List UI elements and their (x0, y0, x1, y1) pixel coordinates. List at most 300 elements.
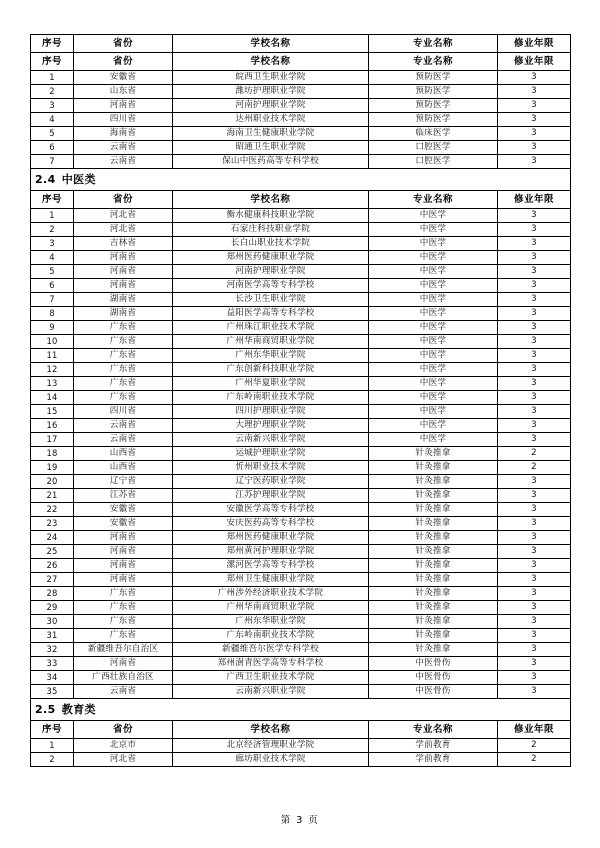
header-cell-index: 序号 (31, 53, 74, 71)
cell-index: 1 (31, 739, 74, 753)
cell-index: 18 (31, 447, 74, 461)
cell-school: 广州华南商贸职业学院 (173, 601, 369, 615)
cell-school: 漯河医学高等专科学校 (173, 559, 369, 573)
cell-province: 海南省 (74, 127, 173, 141)
cell-index: 9 (31, 321, 74, 335)
cell-index: 15 (31, 405, 74, 419)
cell-province: 广东省 (74, 349, 173, 363)
cell-years: 3 (498, 85, 571, 99)
header-cell-school: 学校名称 (173, 721, 369, 739)
cell-province: 河南省 (74, 251, 173, 265)
cell-major: 预防医学 (369, 113, 498, 127)
header-cell-index: 序号 (31, 191, 74, 209)
cell-province: 广东省 (74, 377, 173, 391)
cell-years: 3 (498, 643, 571, 657)
cell-major: 中医骨伤 (369, 657, 498, 671)
cell-major: 中医学 (369, 293, 498, 307)
cell-index: 14 (31, 391, 74, 405)
cell-index: 1 (31, 71, 74, 85)
cell-major: 针灸推拿 (369, 517, 498, 531)
cell-major: 针灸推拿 (369, 503, 498, 517)
cell-index: 22 (31, 503, 74, 517)
cell-school: 潍坊护理职业学院 (173, 85, 369, 99)
cell-index: 12 (31, 363, 74, 377)
cell-province: 河南省 (74, 99, 173, 113)
cell-school: 广州珠江职业技术学院 (173, 321, 369, 335)
table-row (31, 155, 571, 169)
cell-index: 5 (31, 127, 74, 141)
cell-index: 19 (31, 461, 74, 475)
cell-years: 3 (498, 615, 571, 629)
header-cell-province: 省份 (74, 191, 173, 209)
cell-index: 1 (31, 209, 74, 223)
cell-index: 2 (31, 85, 74, 99)
cell-index: 32 (31, 643, 74, 657)
cell-years: 3 (498, 265, 571, 279)
section-heading (31, 699, 571, 721)
cell-province: 安徽省 (74, 503, 173, 517)
cell-years: 3 (498, 517, 571, 531)
cell-province: 河南省 (74, 657, 173, 671)
cell-major: 中医学 (369, 405, 498, 419)
cell-index: 3 (31, 237, 74, 251)
cell-years: 3 (498, 657, 571, 671)
cell-school: 广东创新科技职业学院 (173, 363, 369, 377)
table-row (31, 601, 571, 615)
cell-province: 河北省 (74, 753, 173, 767)
cell-school: 广州东华职业学院 (173, 615, 369, 629)
cell-major: 针灸推拿 (369, 489, 498, 503)
cell-school: 广州华夏职业学院 (173, 377, 369, 391)
cell-major: 预防医学 (369, 85, 498, 99)
cell-index: 2 (31, 223, 74, 237)
table-row (31, 377, 571, 391)
cell-school: 石家庄科技职业学院 (173, 223, 369, 237)
cell-index: 11 (31, 349, 74, 363)
cell-years: 3 (498, 391, 571, 405)
cell-school: 广州涉外经济职业技术学院 (173, 587, 369, 601)
cell-major: 中医学 (369, 391, 498, 405)
cell-major: 中医学 (369, 307, 498, 321)
cell-index: 8 (31, 307, 74, 321)
cell-major: 针灸推拿 (369, 629, 498, 643)
cell-school: 广西卫生职业技术学院 (173, 671, 369, 685)
table-row (31, 517, 571, 531)
cell-major: 临床医学 (369, 127, 498, 141)
cell-school: 安庆医药高等专科学校 (173, 517, 369, 531)
table-row (31, 503, 571, 517)
section-title: 中医类 (61, 173, 96, 186)
table-row (31, 433, 571, 447)
cell-school: 河南医学高等专科学校 (173, 279, 369, 293)
cell-index: 4 (31, 251, 74, 265)
cell-school: 廊坊职业技术学院 (173, 753, 369, 767)
cell-years: 3 (498, 349, 571, 363)
cell-index: 20 (31, 475, 74, 489)
header-cell-major: 专业名称 (369, 721, 498, 739)
cell-major: 中医学 (369, 209, 498, 223)
cell-years: 3 (498, 559, 571, 573)
cell-province: 安徽省 (74, 517, 173, 531)
cell-years: 3 (498, 279, 571, 293)
cell-years: 3 (498, 363, 571, 377)
cell-years: 3 (498, 113, 571, 127)
cell-years: 3 (498, 99, 571, 113)
cell-years: 3 (498, 71, 571, 85)
cell-years: 3 (498, 335, 571, 349)
cell-province: 北京市 (74, 739, 173, 753)
cell-index: 16 (31, 419, 74, 433)
table-row (31, 223, 571, 237)
table-row (31, 113, 571, 127)
cell-school: 郑州医药健康职业学院 (173, 531, 369, 545)
cell-province: 广东省 (74, 335, 173, 349)
cell-major: 中医学 (369, 335, 498, 349)
table-header-row (31, 721, 571, 739)
cell-school: 长白山职业技术学院 (173, 237, 369, 251)
table-row (31, 85, 571, 99)
cell-school: 河南护理职业学院 (173, 265, 369, 279)
cell-major: 中医骨伤 (369, 671, 498, 685)
cell-major: 中医学 (369, 265, 498, 279)
cell-province: 新疆维吾尔自治区 (74, 643, 173, 657)
cell-index: 34 (31, 671, 74, 685)
table-row (31, 335, 571, 349)
cell-province: 四川省 (74, 405, 173, 419)
cell-index: 7 (31, 155, 74, 169)
cell-index: 31 (31, 629, 74, 643)
header-cell-province: 省份 (74, 721, 173, 739)
cell-index: 21 (31, 489, 74, 503)
cell-school: 忻州职业技术学院 (173, 461, 369, 475)
header-cell-index: 序号 (31, 35, 74, 53)
table-row (31, 391, 571, 405)
cell-years: 3 (498, 489, 571, 503)
table-row (31, 531, 571, 545)
cell-province: 四川省 (74, 113, 173, 127)
header-cell-province: 省份 (74, 53, 173, 71)
cell-major: 口腔医学 (369, 155, 498, 169)
table-row (31, 307, 571, 321)
cell-index: 30 (31, 615, 74, 629)
cell-school: 衡水健康科技职业学院 (173, 209, 369, 223)
cell-major: 针灸推拿 (369, 531, 498, 545)
cell-school: 北京经济管理职业学院 (173, 739, 369, 753)
cell-province: 湖南省 (74, 293, 173, 307)
table-row (31, 419, 571, 433)
cell-index: 13 (31, 377, 74, 391)
cell-index: 6 (31, 141, 74, 155)
cell-school: 皖西卫生职业学院 (173, 71, 369, 85)
cell-major: 预防医学 (369, 99, 498, 113)
cell-province: 广东省 (74, 391, 173, 405)
cell-major: 针灸推拿 (369, 587, 498, 601)
cell-index: 23 (31, 517, 74, 531)
cell-major: 针灸推拿 (369, 615, 498, 629)
document-body (30, 34, 570, 767)
header-cell-school: 学校名称 (173, 191, 369, 209)
section-title: 教育类 (61, 703, 96, 716)
cell-major: 中医学 (369, 223, 498, 237)
cell-school: 广州华南商贸职业学院 (173, 335, 369, 349)
cell-years: 3 (498, 141, 571, 155)
table-row (31, 99, 571, 113)
cell-years: 3 (498, 475, 571, 489)
table-row (31, 71, 571, 85)
cell-index: 25 (31, 545, 74, 559)
cell-major: 针灸推拿 (369, 643, 498, 657)
cell-province: 辽宁省 (74, 475, 173, 489)
cell-major: 针灸推拿 (369, 447, 498, 461)
cell-province: 云南省 (74, 141, 173, 155)
table-row (31, 629, 571, 643)
cell-years: 3 (498, 223, 571, 237)
table-row (31, 545, 571, 559)
table-row (31, 363, 571, 377)
cell-school: 云南新兴职业学院 (173, 685, 369, 699)
cell-major: 学前教育 (369, 739, 498, 753)
cell-index: 17 (31, 433, 74, 447)
cell-school: 运城护理职业学院 (173, 447, 369, 461)
table-row (31, 587, 571, 601)
header-cell-school: 学校名称 (173, 35, 369, 53)
cell-school: 益阳医学高等专科学校 (173, 307, 369, 321)
section-heading (31, 169, 571, 191)
cell-major: 中医学 (369, 363, 498, 377)
header-cell-major: 专业名称 (369, 53, 498, 71)
cell-years: 3 (498, 587, 571, 601)
cell-years: 3 (498, 503, 571, 517)
cell-major: 中医学 (369, 349, 498, 363)
cell-province: 河南省 (74, 279, 173, 293)
cell-years: 3 (498, 671, 571, 685)
table-body (31, 35, 571, 767)
table-header-row (31, 35, 571, 53)
table-row (31, 265, 571, 279)
table-row (31, 279, 571, 293)
cell-major: 中医学 (369, 377, 498, 391)
header-cell-index: 序号 (31, 721, 74, 739)
cell-years: 3 (498, 155, 571, 169)
page-footer: 第 3 页 (280, 815, 320, 826)
cell-years: 3 (498, 545, 571, 559)
cell-school: 长沙卫生职业学院 (173, 293, 369, 307)
cell-years: 2 (498, 461, 571, 475)
table-row (31, 141, 571, 155)
table-row (31, 237, 571, 251)
cell-school: 广东岭南职业技术学院 (173, 629, 369, 643)
cell-province: 广东省 (74, 601, 173, 615)
table-row (31, 489, 571, 503)
cell-province: 云南省 (74, 433, 173, 447)
cell-province: 广东省 (74, 587, 173, 601)
section-number: 2.5 (35, 703, 56, 716)
cell-years: 3 (498, 573, 571, 587)
cell-years: 3 (498, 293, 571, 307)
cell-major: 口腔医学 (369, 141, 498, 155)
section-heading-row (31, 699, 571, 721)
cell-index: 26 (31, 559, 74, 573)
cell-province: 广东省 (74, 615, 173, 629)
table-row (31, 753, 571, 767)
cell-province: 河南省 (74, 545, 173, 559)
cell-index: 27 (31, 573, 74, 587)
section-number: 2.4 (35, 173, 56, 186)
header-cell-years: 修业年限 (498, 721, 571, 739)
cell-province: 湖南省 (74, 307, 173, 321)
cell-years: 3 (498, 127, 571, 141)
cell-school: 达州职业技术学院 (173, 113, 369, 127)
cell-index: 28 (31, 587, 74, 601)
cell-school: 辽宁医药职业学院 (173, 475, 369, 489)
cell-school: 郑州医药健康职业学院 (173, 251, 369, 265)
cell-school: 海南卫生健康职业学院 (173, 127, 369, 141)
table-row (31, 293, 571, 307)
cell-province: 江苏省 (74, 489, 173, 503)
cell-school: 郑州卫生健康职业学院 (173, 573, 369, 587)
cell-school: 广州东华职业学院 (173, 349, 369, 363)
cell-school: 安徽医学高等专科学校 (173, 503, 369, 517)
cell-years: 2 (498, 753, 571, 767)
cell-years: 3 (498, 419, 571, 433)
cell-years: 3 (498, 251, 571, 265)
cell-years: 3 (498, 685, 571, 699)
school-major-table (30, 34, 571, 767)
header-cell-years: 修业年限 (498, 35, 571, 53)
cell-major: 预防医学 (369, 71, 498, 85)
table-row (31, 321, 571, 335)
cell-province: 河南省 (74, 559, 173, 573)
table-row (31, 615, 571, 629)
table-row (31, 461, 571, 475)
cell-school: 云南新兴职业学院 (173, 433, 369, 447)
table-header-row (31, 191, 571, 209)
cell-years: 3 (498, 629, 571, 643)
cell-province: 云南省 (74, 155, 173, 169)
header-cell-major: 专业名称 (369, 191, 498, 209)
cell-major: 针灸推拿 (369, 475, 498, 489)
cell-major: 针灸推拿 (369, 573, 498, 587)
cell-years: 3 (498, 433, 571, 447)
table-row (31, 209, 571, 223)
cell-index: 4 (31, 113, 74, 127)
cell-province: 河北省 (74, 223, 173, 237)
cell-years: 2 (498, 739, 571, 753)
table-row (31, 349, 571, 363)
cell-index: 33 (31, 657, 74, 671)
table-row (31, 447, 571, 461)
cell-years: 3 (498, 531, 571, 545)
cell-school: 昭通卫生职业学院 (173, 141, 369, 155)
cell-school: 郑州黄河护理职业学院 (173, 545, 369, 559)
table-row (31, 739, 571, 753)
cell-index: 2 (31, 753, 74, 767)
cell-index: 5 (31, 265, 74, 279)
cell-school: 广东岭南职业技术学院 (173, 391, 369, 405)
cell-major: 中医学 (369, 419, 498, 433)
cell-index: 10 (31, 335, 74, 349)
cell-province: 云南省 (74, 685, 173, 699)
cell-major: 中医学 (369, 279, 498, 293)
cell-province: 河北省 (74, 209, 173, 223)
cell-years: 3 (498, 307, 571, 321)
cell-index: 7 (31, 293, 74, 307)
table-row (31, 573, 571, 587)
cell-years: 3 (498, 321, 571, 335)
cell-province: 广东省 (74, 363, 173, 377)
cell-years: 3 (498, 405, 571, 419)
table-row (31, 685, 571, 699)
cell-years: 3 (498, 601, 571, 615)
header-cell-school: 学校名称 (173, 53, 369, 71)
table-header-row (31, 53, 571, 71)
cell-school: 郑州澍青医学高等专科学校 (173, 657, 369, 671)
cell-school: 河南护理职业学院 (173, 99, 369, 113)
table-row (31, 251, 571, 265)
table-row (31, 475, 571, 489)
cell-province: 安徽省 (74, 71, 173, 85)
table-row (31, 671, 571, 685)
cell-index: 29 (31, 601, 74, 615)
cell-index: 24 (31, 531, 74, 545)
cell-province: 云南省 (74, 419, 173, 433)
table-row (31, 559, 571, 573)
cell-major: 针灸推拿 (369, 559, 498, 573)
section-heading-row (31, 169, 571, 191)
cell-major: 中医学 (369, 251, 498, 265)
cell-province: 山东省 (74, 85, 173, 99)
header-cell-years: 修业年限 (498, 191, 571, 209)
header-cell-major: 专业名称 (369, 35, 498, 53)
cell-school: 大理护理职业学院 (173, 419, 369, 433)
cell-province: 山西省 (74, 447, 173, 461)
table-row (31, 405, 571, 419)
table-row (31, 643, 571, 657)
cell-province: 吉林省 (74, 237, 173, 251)
cell-school: 四川护理职业学院 (173, 405, 369, 419)
cell-years: 3 (498, 209, 571, 223)
cell-years: 2 (498, 447, 571, 461)
cell-major: 针灸推拿 (369, 461, 498, 475)
cell-school: 江苏护理职业学院 (173, 489, 369, 503)
cell-years: 3 (498, 377, 571, 391)
cell-school: 新疆维吾尔医学专科学校 (173, 643, 369, 657)
cell-major: 中医学 (369, 237, 498, 251)
cell-major: 学前教育 (369, 753, 498, 767)
cell-major: 中医骨伤 (369, 685, 498, 699)
cell-province: 河南省 (74, 531, 173, 545)
table-row (31, 657, 571, 671)
cell-major: 针灸推拿 (369, 601, 498, 615)
cell-province: 山西省 (74, 461, 173, 475)
cell-major: 中医学 (369, 433, 498, 447)
cell-index: 35 (31, 685, 74, 699)
cell-province: 广西壮族自治区 (74, 671, 173, 685)
header-cell-province: 省份 (74, 35, 173, 53)
cell-major: 中医学 (369, 321, 498, 335)
cell-index: 3 (31, 99, 74, 113)
header-cell-years: 修业年限 (498, 53, 571, 71)
cell-province: 广东省 (74, 321, 173, 335)
cell-years: 3 (498, 237, 571, 251)
table-row (31, 127, 571, 141)
cell-school: 保山中医药高等专科学校 (173, 155, 369, 169)
cell-province: 河南省 (74, 573, 173, 587)
cell-province: 广东省 (74, 629, 173, 643)
cell-index: 6 (31, 279, 74, 293)
cell-province: 河南省 (74, 265, 173, 279)
cell-major: 针灸推拿 (369, 545, 498, 559)
